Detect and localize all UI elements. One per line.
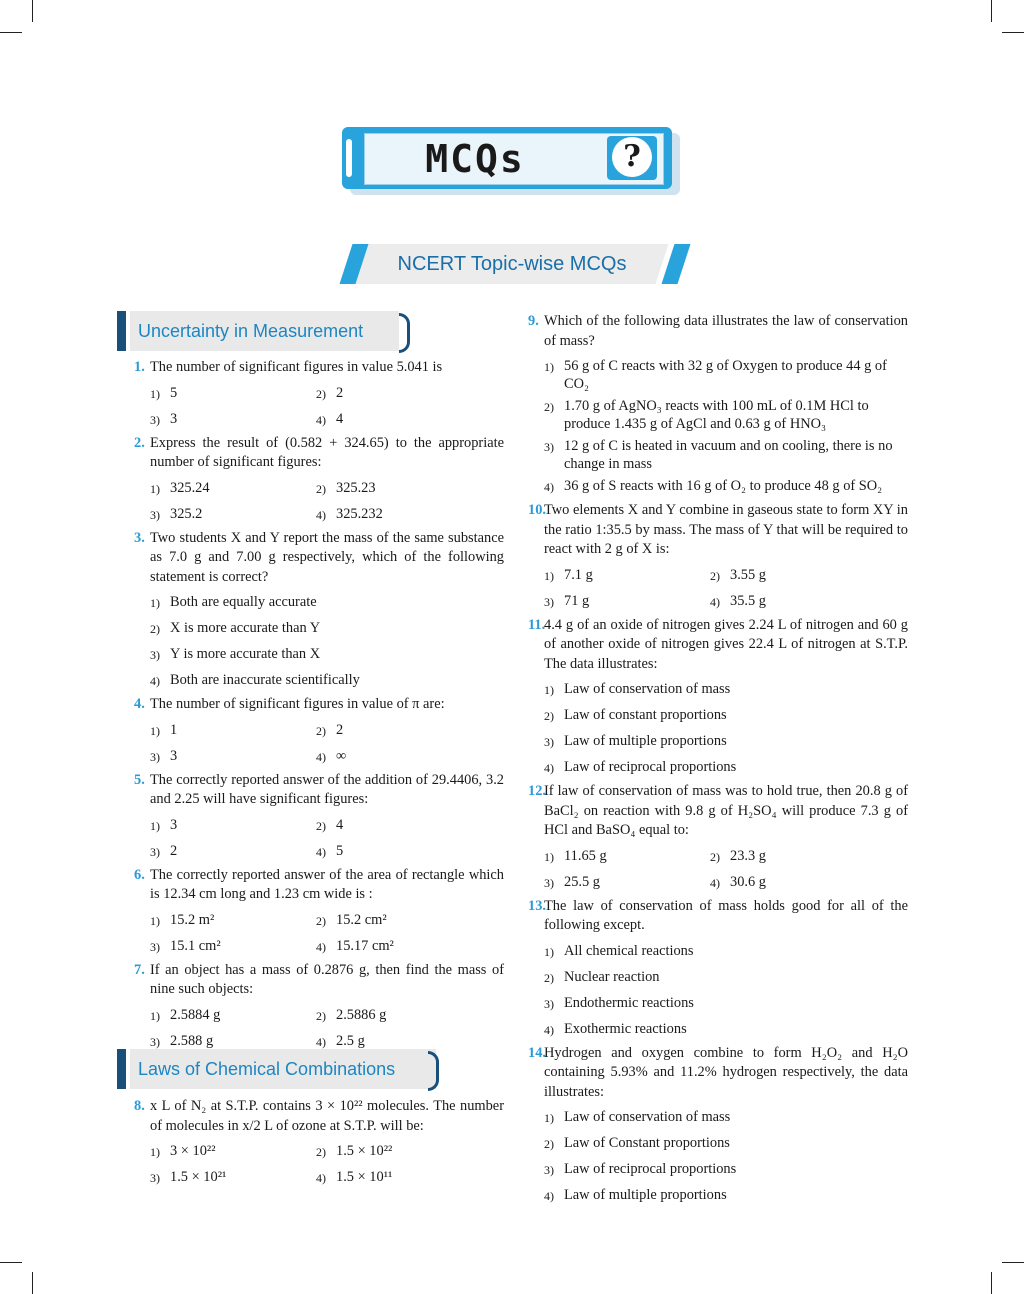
options-list (150, 909, 504, 961)
option-number: 4) (544, 480, 554, 494)
option-text: X is more accurate than Y (170, 620, 321, 636)
question-item (134, 1097, 504, 1192)
option-text: 23.3 g (730, 847, 766, 864)
answer-option (150, 1004, 316, 1030)
answer-option (316, 909, 504, 935)
option-text: Law of reciprocal proportions (564, 1161, 737, 1177)
option-number: 2) (710, 849, 720, 864)
option-number: 3) (150, 939, 160, 954)
answer-option (544, 704, 908, 730)
answer-option (544, 590, 710, 616)
answer-option (544, 1018, 908, 1044)
option-text: All chemical reactions (564, 942, 694, 959)
question-item (134, 358, 504, 434)
question-text (134, 866, 504, 905)
answer-option (316, 1140, 504, 1166)
option-number: 2) (316, 386, 326, 401)
option-number: 1) (544, 1111, 554, 1125)
question-stem: The law of conservation of mass holds good for all of the following except. (544, 897, 908, 933)
options-list (150, 1140, 504, 1192)
question-item (528, 312, 908, 501)
question-item (528, 616, 908, 783)
question-stem: Hydrogen and oxygen combine to form H₂O₂ and H₂O containing 5.93% and 11.2% hydrogen respectively, the data illustrates: (544, 1044, 908, 1100)
option-number: 1) (544, 944, 554, 959)
option-number: 2) (316, 1008, 326, 1023)
option-text: Exothermic reactions (564, 1020, 687, 1037)
options-list (150, 477, 504, 529)
question-number: 12. (528, 783, 546, 799)
option-text: Law of multiple proportions (564, 733, 727, 749)
option-number: 1) (150, 723, 160, 738)
option-number: 3) (150, 412, 160, 427)
option-number: 2) (316, 818, 326, 833)
answer-option (150, 382, 316, 408)
option-text: 36 g of S reacts with 16 g of O₂ to produce 48 g of SO₂ (564, 478, 883, 494)
option-number: 2) (544, 400, 554, 414)
option-number: 4) (544, 1189, 554, 1203)
question-stem: Which of the following data illustrates the law of conservation of mass? (544, 313, 908, 349)
option-number: 3) (150, 1171, 160, 1185)
question-text (528, 782, 908, 841)
option-text: 15.17 cm² (336, 937, 394, 954)
topic-ribbon (342, 244, 688, 284)
answer-option (544, 355, 908, 395)
option-text: 1 (170, 721, 178, 738)
option-number: 4) (316, 507, 326, 522)
option-text: 56 g of C reacts with 32 g of Oxygen to produce 44 g of CO₂ (564, 358, 887, 392)
option-number: 2) (316, 723, 326, 738)
question-item (134, 866, 504, 961)
crop-mark (1002, 1262, 1024, 1263)
option-number: 1) (150, 1145, 160, 1159)
answer-option (316, 745, 504, 771)
option-number: 4) (316, 939, 326, 954)
option-number: 2) (316, 913, 326, 928)
option-text: 2 (336, 721, 344, 738)
option-number: 4) (316, 1034, 326, 1049)
option-text: 15.1 cm² (170, 937, 221, 954)
answer-option (544, 845, 710, 871)
option-text: 1.5 × 10²² (336, 1143, 393, 1159)
answer-option (544, 730, 908, 756)
answer-option (150, 591, 504, 617)
option-text: 2.5884 g (170, 1006, 221, 1023)
option-text: 3 × 10²² (170, 1143, 216, 1159)
answer-option (710, 564, 908, 590)
question-number: 10. (528, 502, 546, 518)
answer-option (150, 745, 316, 771)
question-number: 1. (134, 359, 145, 375)
question-number: 4. (134, 696, 145, 712)
answer-option (316, 935, 504, 961)
question-stem: If law of conservation of mass was to hold true, then 20.8 g of BaCl₂ on reaction with 9.8 g of H₂SO₄ will produce 7.3 g of HCl and BaSO₄ equal to: (544, 783, 908, 838)
answer-option (544, 1184, 908, 1210)
answer-option (710, 590, 908, 616)
crop-mark (991, 0, 992, 22)
option-text: ∞ (336, 747, 347, 764)
question-number: 14. (528, 1044, 546, 1061)
question-stem: The correctly reported answer of the area of rectangle which is 12.34 cm long and 1.23 cm wide is : (150, 866, 504, 902)
option-number: 3) (544, 996, 554, 1011)
question-number: 11. (528, 616, 546, 633)
option-number: 4) (316, 412, 326, 427)
question-item (528, 782, 908, 897)
question-stem: The number of significant figures in value 5.041 is (150, 359, 443, 375)
answer-option (150, 935, 316, 961)
option-text: 12 g of C is heated in vacuum and on cooling, there is no change in mass (564, 438, 893, 472)
question-mark-icon: ? (607, 136, 657, 180)
option-number: 4) (316, 844, 326, 859)
question-number: 8. (134, 1098, 145, 1114)
answer-option (544, 1158, 908, 1184)
answer-option (544, 1106, 908, 1132)
question-number: 9. (528, 313, 539, 329)
options-list (544, 845, 908, 897)
answer-option (544, 1132, 908, 1158)
left-column-lower (134, 1097, 504, 1192)
question-item (134, 961, 504, 1056)
option-number: 3) (150, 1034, 160, 1049)
option-number: 3) (544, 440, 554, 454)
option-text: 325.23 (336, 479, 376, 496)
answer-option (544, 564, 710, 590)
question-item (134, 695, 504, 771)
question-text (134, 695, 504, 715)
option-text: 5 (170, 384, 178, 401)
option-number: 3) (544, 875, 554, 890)
option-text: Law of conservation of mass (564, 1109, 731, 1125)
ribbon-label: NCERT Topic-wise MCQs (397, 253, 627, 275)
option-text: Law of constant proportions (564, 707, 727, 723)
option-text: 15.2 m² (170, 911, 215, 928)
question-item (134, 771, 504, 866)
answer-option (316, 477, 504, 503)
question-number: 2. (134, 434, 145, 451)
question-text (134, 529, 504, 588)
question-stem: If an object has a mass of 0.2876 g, then find the mass of nine such objects: (150, 961, 504, 997)
answer-option (544, 940, 908, 966)
answer-option (316, 840, 504, 866)
option-text: 11.65 g (564, 847, 607, 864)
question-item (528, 1044, 908, 1211)
option-text: 1.70 g of AgNO₃ reacts with 100 mL of 0.1M HCl to produce 1.435 g of AgCl and 0.63 g of HNO₃ (564, 398, 869, 432)
option-text: Both are equally accurate (170, 594, 317, 610)
options-list (544, 1106, 908, 1210)
question-text (528, 1044, 908, 1103)
option-text: 3 (170, 747, 178, 764)
question-text (134, 1097, 504, 1136)
answer-option (544, 395, 908, 435)
options-list (544, 678, 908, 782)
question-item (528, 501, 908, 616)
option-text: 35.5 g (730, 592, 766, 609)
question-text (134, 434, 504, 473)
option-text: 71 g (564, 592, 590, 609)
option-text: 15.2 cm² (336, 911, 387, 928)
question-item (528, 897, 908, 1044)
answer-option (544, 475, 908, 501)
question-text (528, 897, 908, 936)
option-number: 3) (544, 594, 554, 609)
question-item (134, 529, 504, 696)
option-number: 1) (150, 1008, 160, 1023)
answer-option (150, 1030, 316, 1056)
option-number: 1) (544, 683, 554, 697)
options-list (150, 814, 504, 866)
option-number: 4) (710, 875, 720, 890)
question-stem: Two students X and Y report the mass of the same substance as 7.0 g and 7.00 g respectively, which of the following statement is correct? (150, 529, 504, 585)
question-text (528, 312, 908, 351)
option-number: 3) (150, 844, 160, 859)
option-number: 1) (150, 818, 160, 833)
crop-mark (32, 1272, 33, 1294)
option-text: 1.5 × 10¹¹ (336, 1169, 393, 1185)
option-number: 3) (150, 648, 160, 662)
question-number: 6. (134, 866, 145, 883)
answer-option (150, 477, 316, 503)
answer-option (150, 617, 504, 643)
question-stem: The number of significant figures in value of π are: (150, 696, 445, 712)
option-number: 1) (150, 481, 160, 496)
option-text: 5 (336, 842, 344, 859)
question-number: 7. (134, 961, 145, 978)
answer-option (316, 408, 504, 434)
crop-mark (1002, 32, 1024, 33)
option-number: 4) (710, 594, 720, 609)
crop-mark (0, 1262, 22, 1263)
answer-option (150, 669, 504, 695)
options-list (544, 940, 908, 1044)
answer-option (316, 503, 504, 529)
left-column (134, 358, 504, 1056)
section-title: Uncertainty in Measurement (130, 311, 399, 351)
options-list (544, 355, 908, 501)
mcqs-banner (342, 127, 682, 197)
answer-option (150, 840, 316, 866)
option-number: 2) (316, 1145, 326, 1159)
section-title: Laws of Chemical Combinations (130, 1049, 436, 1089)
option-number: 3) (544, 1163, 554, 1177)
option-text: Both are inaccurate scientifically (170, 672, 360, 688)
option-number: 1) (544, 568, 554, 583)
option-number: 2) (316, 481, 326, 496)
crop-mark (0, 32, 22, 33)
option-text: Law of reciprocal proportions (564, 759, 737, 775)
question-item (134, 434, 504, 529)
option-text: 3.55 g (730, 566, 766, 583)
option-text: 2.588 g (170, 1032, 214, 1049)
answer-option (150, 408, 316, 434)
option-text: Law of Constant proportions (564, 1135, 730, 1151)
banner-title: MCQs (425, 137, 525, 181)
option-text: 1.5 × 10²¹ (170, 1169, 227, 1185)
option-text: 2 (336, 384, 344, 401)
option-number: 1) (544, 849, 554, 864)
question-stem: x L of N₂ at S.T.P. contains 3 × 10²² molecules. The number of molecules in x/2 L of ozone at S.T.P. will be: (150, 1098, 504, 1134)
options-list (150, 1004, 504, 1056)
question-text (528, 501, 908, 560)
option-number: 2) (544, 709, 554, 723)
option-text: Law of conservation of mass (564, 681, 731, 697)
answer-option (316, 814, 504, 840)
option-number: 3) (150, 749, 160, 764)
option-text: 325.24 (170, 479, 210, 496)
option-number: 4) (150, 674, 160, 688)
option-text: 325.232 (336, 505, 383, 522)
answer-option (150, 719, 316, 745)
question-stem: Two elements X and Y combine in gaseous state to form XY in the ratio 1:35.5 by mass. The mass of Y that will be required to react with 2 g of X is: (544, 502, 908, 557)
answer-option (544, 992, 908, 1018)
option-text: 2 (170, 842, 178, 859)
answer-option (150, 1166, 316, 1192)
crop-mark (991, 1272, 992, 1294)
question-text (134, 771, 504, 810)
answer-option (544, 678, 908, 704)
question-number: 13. (528, 897, 546, 914)
option-text: Endothermic reactions (564, 994, 694, 1011)
option-text: Nuclear reaction (564, 968, 660, 985)
option-text: 4 (336, 816, 344, 833)
option-number: 2) (544, 1137, 554, 1151)
question-stem: The correctly reported answer of the addition of 29.4406, 3.2 and 2.25 will have significant figures: (150, 771, 504, 807)
answer-option (150, 814, 316, 840)
option-text: 3 (170, 410, 178, 427)
answer-option (544, 871, 710, 897)
right-column (528, 312, 908, 1210)
option-text: 325.2 (170, 505, 203, 522)
answer-option (544, 435, 908, 475)
answer-option (710, 845, 908, 871)
answer-option (710, 871, 908, 897)
option-text: 4 (336, 410, 344, 427)
question-text (134, 358, 504, 378)
answer-option (316, 1166, 504, 1192)
answer-option (316, 1030, 504, 1056)
answer-option (150, 643, 504, 669)
question-number: 5. (134, 771, 145, 788)
option-number: 4) (544, 761, 554, 775)
option-text: 2.5886 g (336, 1006, 387, 1023)
options-list (544, 564, 908, 616)
option-text: 30.6 g (730, 873, 766, 890)
question-stem: Express the result of (0.582 + 324.65) to the appropriate number of significant figures: (150, 434, 504, 470)
answer-option (316, 719, 504, 745)
question-number: 3. (134, 529, 145, 546)
question-text (528, 616, 908, 675)
option-number: 1) (150, 913, 160, 928)
answer-option (544, 966, 908, 992)
option-text: 2.5 g (336, 1032, 365, 1049)
option-number: 2) (544, 970, 554, 985)
answer-option (150, 1140, 316, 1166)
option-number: 4) (316, 1171, 326, 1185)
option-text: 7.1 g (564, 566, 593, 583)
option-number: 4) (544, 1022, 554, 1037)
option-number: 1) (150, 596, 160, 610)
options-list (150, 719, 504, 771)
option-number: 3) (544, 735, 554, 749)
answer-option (316, 382, 504, 408)
option-number: 1) (150, 386, 160, 401)
answer-option (544, 756, 908, 782)
option-text: Y is more accurate than X (170, 646, 321, 662)
option-text: Law of multiple proportions (564, 1187, 727, 1203)
option-number: 4) (316, 749, 326, 764)
answer-option (316, 1004, 504, 1030)
options-list (150, 591, 504, 695)
option-number: 2) (710, 568, 720, 583)
answer-option (150, 909, 316, 935)
question-text (134, 961, 504, 1000)
option-number: 3) (150, 507, 160, 522)
options-list (150, 382, 504, 434)
crop-mark (32, 0, 33, 22)
answer-option (150, 503, 316, 529)
option-text: 25.5 g (564, 873, 600, 890)
option-text: 3 (170, 816, 178, 833)
option-number: 1) (544, 360, 554, 374)
option-number: 2) (150, 622, 160, 636)
question-stem: 4.4 g of an oxide of nitrogen gives 2.24 L of nitrogen and 60 g of another oxide of nitrogen gives 22.4 L of nitrogen at S.T.P. The data illustrates: (544, 616, 908, 672)
